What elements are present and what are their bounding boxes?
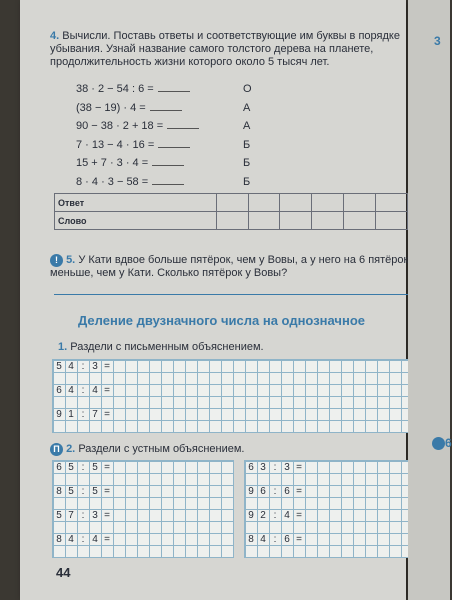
task-2-right-example [245,534,305,546]
grid-cell-digit: 9 [248,510,254,521]
answer-blank[interactable] [152,165,184,166]
grid-cell-digit: 7 [92,409,98,420]
task-2-instructions: Раздели с устным объяснением. [78,443,245,455]
grid-cell-digit: 6 [56,462,62,473]
task-4-text [50,30,410,69]
grid-cell-digit: 6 [260,486,266,497]
grid-cell-digit: 4 [68,385,74,396]
task-4-instructions: Вычисли. Поставь ответы и соответствующие им буквы в порядке убывания. Узнай название самого толстого дерева на планете, продолжительность жизни которого около 5 тысяч лет. [50,30,400,68]
expression: 7 · 13 − 4 · 16 = [76,139,190,151]
grid-cell-digit: 9 [248,486,254,497]
word-cell[interactable] [376,212,408,230]
task-2-right-example [245,510,305,522]
answer-blank[interactable] [167,128,199,129]
expression: 90 − 38 · 2 + 18 = [76,120,199,132]
grid-cell-digit: = [104,409,110,420]
task-1-number: 1. [58,341,68,353]
task-4-number: 4. [50,30,60,42]
grid-cell-digit: = [296,486,302,497]
word-row-label: Слово [55,212,217,230]
grid-cell-digit: : [273,462,277,473]
expression: (38 − 19) · 4 = [76,102,182,114]
grid-cell-digit: 4 [284,510,290,521]
grid-cell-digit: = [104,510,110,521]
grid-cell-digit: 5 [92,486,98,497]
grid-cell-digit: 1 [68,409,74,420]
grid-cell-digit: : [81,409,85,420]
task-2-heading [50,443,244,456]
grid-cell-digit: 4 [92,385,98,396]
expression: 8 · 4 · 3 − 58 = [76,176,184,188]
task-1-example [53,361,113,373]
answer-cell[interactable] [280,194,312,212]
grid-cell-digit: = [104,462,110,473]
expression-letter: Б [243,138,251,151]
grid-cell-digit: : [81,462,85,473]
next-page-task-number: 3 [434,34,441,48]
answer-blank[interactable] [152,184,184,185]
grid-cell-digit: : [81,510,85,521]
task-2-left-example [53,486,113,498]
grid-cell-digit: 7 [68,510,74,521]
grid-cell-digit: 3 [284,462,290,473]
task-5-text [50,254,410,280]
task-2-left-example [53,534,113,546]
grid-cell-digit: 9 [56,409,62,420]
task-2-right-example [245,486,305,498]
grid-cell-digit: 5 [68,486,74,497]
answer-cell[interactable] [344,194,376,212]
task-2-left-example [53,510,113,522]
expression-letter: О [243,83,252,95]
word-cell[interactable] [248,212,280,230]
answer-row-label: Ответ [55,194,217,212]
grid-cell-digit: : [81,361,85,372]
grid-cell-digit: : [273,534,277,545]
grid-cell-digit: 3 [260,462,266,473]
task-2-number: 2. [66,443,76,455]
grid-cell-digit: 4 [68,534,74,545]
expression: 38 · 2 − 54 : 6 = [76,83,190,95]
grid-cell-digit: 6 [284,486,290,497]
workbook-page [20,0,409,600]
word-cell[interactable] [216,212,248,230]
grid-cell-digit: = [104,385,110,396]
answer-cell[interactable] [216,194,248,212]
important-badge: ! [432,437,445,450]
grid-cell-digit: : [273,486,277,497]
answer-blank[interactable] [158,147,190,148]
grid-cell-digit: = [104,486,110,497]
task-5-number: 5. [66,254,76,266]
expression-letter: А [243,120,251,132]
section-title: Деление двузначного числа на однозначное [78,313,365,328]
answer-table [54,193,408,230]
expression-letter: А [243,101,251,114]
grid-cell-digit: 4 [260,534,266,545]
expression-letter: Б [243,175,251,188]
word-cell[interactable] [280,212,312,230]
next-page-badge-number: 6 [445,436,452,450]
task-1-instructions: Раздели с письменным объяснением. [70,341,264,353]
grid-cell-digit: 5 [68,462,74,473]
grid-cell-digit: 6 [56,385,62,396]
grid-cell-digit: 5 [56,361,62,372]
answer-blank[interactable] [158,91,190,92]
grid-cell-digit: : [273,510,277,521]
task-2-right-example [245,462,305,474]
grid-cell-digit: 6 [248,462,254,473]
grid-cell-digit: 8 [56,534,62,545]
answer-cell[interactable] [312,194,344,212]
answer-cell[interactable] [376,194,408,212]
grid-cell-digit: 8 [248,534,254,545]
word-cell[interactable] [344,212,376,230]
task-5-question: У Кати вдвое больше пятёрок, чем у Вовы, а у него на 6 пятёрок меньше, чем у Кати. Сколько пятёрок у Вовы? [50,254,409,279]
task-1-example [53,409,113,421]
answer-cell[interactable] [248,194,280,212]
grid-cell-digit: = [296,534,302,545]
oral-badge: П [50,443,63,456]
grid-cell-digit: = [104,361,110,372]
grid-cell-digit: : [81,534,85,545]
answer-blank[interactable] [150,110,182,111]
expression-letter: Б [243,157,251,169]
important-badge: ! [50,254,63,267]
word-cell[interactable] [312,212,344,230]
page-number: 44 [56,565,71,580]
grid-cell-digit: 4 [68,361,74,372]
answer-line[interactable] [54,294,410,295]
task-1-heading [58,341,264,354]
grid-cell-digit: 5 [92,462,98,473]
grid-cell-digit: 3 [92,510,98,521]
grid-cell-digit: : [81,385,85,396]
grid-cell-digit: 4 [92,534,98,545]
grid-cell-digit: 6 [284,534,290,545]
next-page-badge [432,436,452,450]
task-2-left-example [53,462,113,474]
expression: 15 + 7 · 3 · 4 = [76,157,184,169]
grid-cell-digit: 5 [56,510,62,521]
grid-cell-digit: : [81,486,85,497]
grid-cell-digit: = [104,534,110,545]
task-1-example [53,385,113,397]
grid-cell-digit: 8 [56,486,62,497]
grid-cell-digit: 2 [260,510,266,521]
grid-cell-digit: = [296,510,302,521]
grid-cell-digit: = [296,462,302,473]
next-page-edge [408,0,450,600]
grid-cell-digit: 3 [92,361,98,372]
